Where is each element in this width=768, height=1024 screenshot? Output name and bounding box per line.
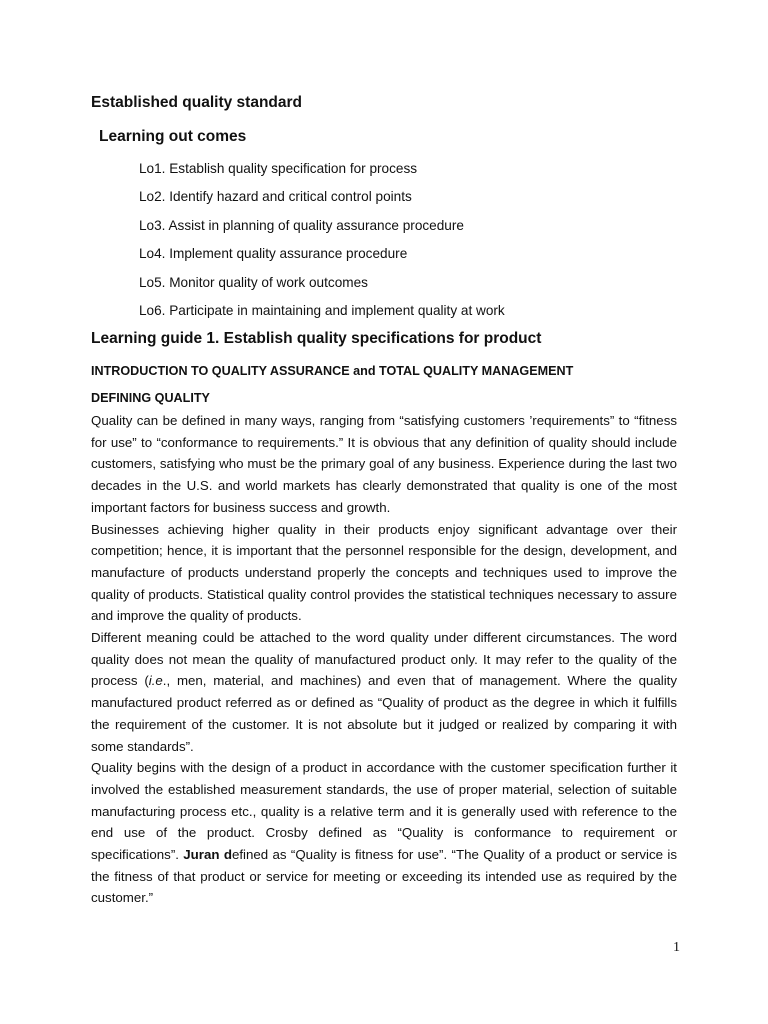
intro-heading: INTRODUCTION TO QUALITY ASSURANCE and TOTAL QUALITY MANAGEMENT [91, 364, 574, 378]
paragraph-2: Businesses achieving higher quality in their products enjoy significant advantage over their competition; hence, it is important that the personnel responsible for the design, development, and manufacture of products understand properly the concepts and techniques used to improve the quality of products. Statistical quality control provides the statistical techniques necessary to assure and improve the quality of products. [91, 521, 677, 624]
learning-outcome-item: Lo2. Identify hazard and critical control points [139, 189, 412, 205]
document-title: Established quality standard [91, 94, 303, 111]
paragraph-4-text-b: efined as “Quality is fitness for use”. “The Quality of a product or service is the fitness of that product or service for meeting or exceeding its intended use as required by the customer.” [91, 847, 677, 906]
learning-outcome-item: Lo6. Participate in maintaining and implement quality at work [139, 302, 505, 318]
learning-outcome-item: Lo5. Monitor quality of work outcomes [139, 274, 368, 290]
paragraph-4-text-a: Quality begins with the design of a product in accordance with the customer specification further it involved the established measurement standards, the use of proper material, selection of suitable manufacturing process etc., quality is a relative term and it is generally used with reference to the end use of the product. Crosby defined as “Quality is conformance to requirement or specifications”. [91, 760, 677, 863]
learning-outcome-item: Lo4. Implement quality assurance procedure [139, 246, 408, 262]
paragraph-3-text-a: Different meaning could be attached to the word quality under different circumstances. The word quality does not mean the quality of manufactured product only. It may refer to the quality of the process ( [91, 630, 677, 689]
body-text [91, 410, 677, 909]
learning-outcome-item: Lo1. Establish quality specification for process [139, 161, 418, 176]
paragraph-4 [91, 757, 677, 909]
defining-quality-heading: DEFINING QUALITY [91, 391, 210, 405]
learning-outcome-item: Lo3. Assist in planning of quality assurance procedure [139, 217, 464, 233]
page-number: 1 [673, 940, 680, 955]
paragraph-3 [91, 627, 677, 757]
learning-outcomes-list [139, 160, 505, 330]
paragraph-4-bold: Juran d [183, 847, 232, 863]
paragraph-3-italic: i.e [148, 673, 163, 689]
paragraph-3-text-b: ., men, material, and machines) and even that of management. Where the quality manufactured product referred as or defined as “Quality of product as the degree in which it fulfills the requirement of the customer. It is not absolute but it judged or realized by comparing it with some standards”. [91, 673, 677, 754]
paragraph-1: Quality can be defined in many ways, ranging from “satisfying customers ’requirements” to “fitness for use” to “conformance to requirements.” It is obvious that any definition of quality should include customers, satisfying who must be the primary goal of any business. Experience during the last two decades in the U.S. and world markets has clearly demonstrated that quality is one of the most important factors for business success and growth. [91, 413, 677, 515]
learning-outcomes-heading: Learning out comes [99, 128, 247, 145]
learning-guide-heading: Learning guide 1. Establish quality specifications for product [91, 330, 542, 347]
